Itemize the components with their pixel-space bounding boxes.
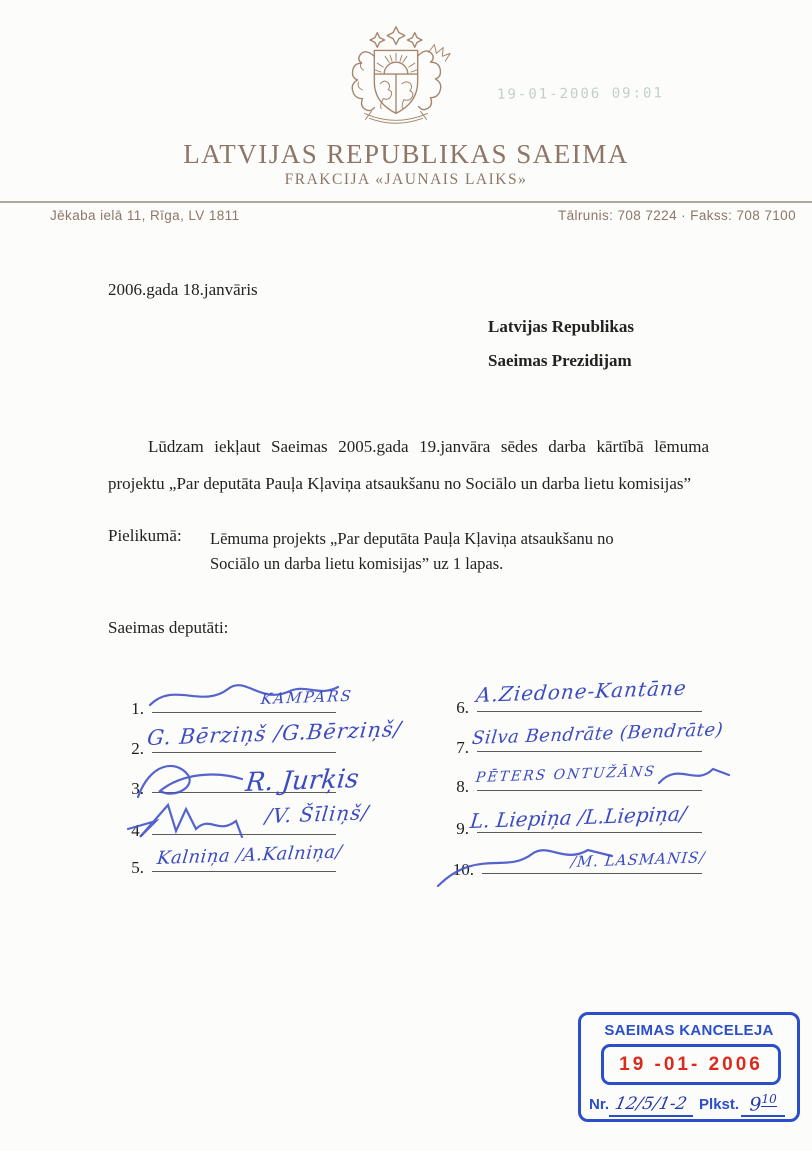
stamp-org-name: SAEIMAS KANCELEJA [604,1022,774,1039]
signature-line [152,712,336,713]
stamp-nr-handwritten: 12/5/1-2 [609,1095,693,1117]
signature-line [477,751,702,752]
signature-handwriting: Silva Bendrāte (Bendrāte) [471,719,725,749]
attachment-text: Lēmuma projekts „Par deputāta Pauļa Kļaviņa atsaukšanu no Sociālo un darba lietu komisijas” uz 1 lapas. [210,529,614,573]
stamp-nr-label: Nr. [589,1096,610,1113]
signature-handwriting: A.Ziedone-Kantāne [475,675,689,707]
letterhead-divider [0,201,812,203]
signature-number: 1. [131,699,144,718]
signature-line [482,873,702,874]
signature-line [477,711,702,712]
signature-line [152,752,336,753]
signature-scrawl-icon [130,753,260,805]
stamp-time-handwritten: $9^{10}$ [741,1092,785,1117]
signature-scrawl-icon [126,797,276,843]
signature-number: 8. [456,777,469,796]
letterhead-subtitle: FRAKCIJA «JAUNAIS LAIKS» [284,171,528,188]
addressee-block [488,310,634,378]
document-date: 2006.gada 18.janvāris [108,280,258,299]
stamp-date-box [601,1044,781,1085]
latvia-coat-of-arms-icon [332,24,460,128]
stamp-time-label: Plkst. [699,1096,740,1113]
signature-number: 5. [131,858,144,877]
signature-number: 10. [452,860,474,879]
signature-handwriting: /V. Šīliņš/ [264,800,371,828]
signature-handwriting: G. Bērziņš /G.Bērziņš/ [146,717,404,750]
signature-number: 4. [131,821,144,840]
signature-number: 3. [131,779,144,798]
letterhead-address: Jēkaba ielā 11, Rīga, LV 1811 [50,208,240,223]
letterhead-title: LATVIJAS REPUBLIKAS SAEIMA [183,139,629,169]
addressee-line-2: Saeimas Prezidijam [488,351,632,370]
request-paragraph: Lūdzam iekļaut Saeimas 2005.gada 19.janvāra sēdes darba kārtībā lēmuma projektu „Par deputāta Pauļa Kļaviņa atsaukšanu no Sociālo un darba lietu komisijas” [108,437,709,493]
signature-line [152,834,336,835]
stamp-date: 19 -01- 2006 [619,1053,763,1075]
signatories-heading: Saeimas deputāti: [108,618,229,637]
signature-line [152,871,336,872]
letterhead-contacts: Tālrunis: 708 7224 · Fakss: 708 7100 [557,208,796,223]
fax-timestamp: 19-01-2006 09:01 [496,85,664,103]
registry-stamp [578,1012,800,1122]
signature-number: 2. [131,739,144,758]
signature-handwriting: L. Liepiņa /L.Liepiņa/ [469,801,688,833]
signature-handwriting: PĒTERS ONTUŽĀNS [475,763,657,786]
signature-line [477,832,702,833]
signature-handwriting: KAMPARS [260,686,354,708]
signature-scrawl-icon [655,757,735,793]
signature-number: 9. [456,819,469,838]
addressee-line-1: Latvijas Republikas [488,317,634,336]
stamp-bottom-row [589,1088,789,1114]
signature-handwriting: R. Jurķis [244,763,361,798]
signature-number: 6. [456,698,469,717]
signature-handwriting: Kalniņa /A.Kalniņa/ [156,841,344,869]
signature-handwriting: /M. LASMANIS/ [570,848,707,871]
signature-number: 7. [456,738,469,757]
signature-line [477,790,702,791]
attachment-label: Pielikumā: [108,526,182,545]
